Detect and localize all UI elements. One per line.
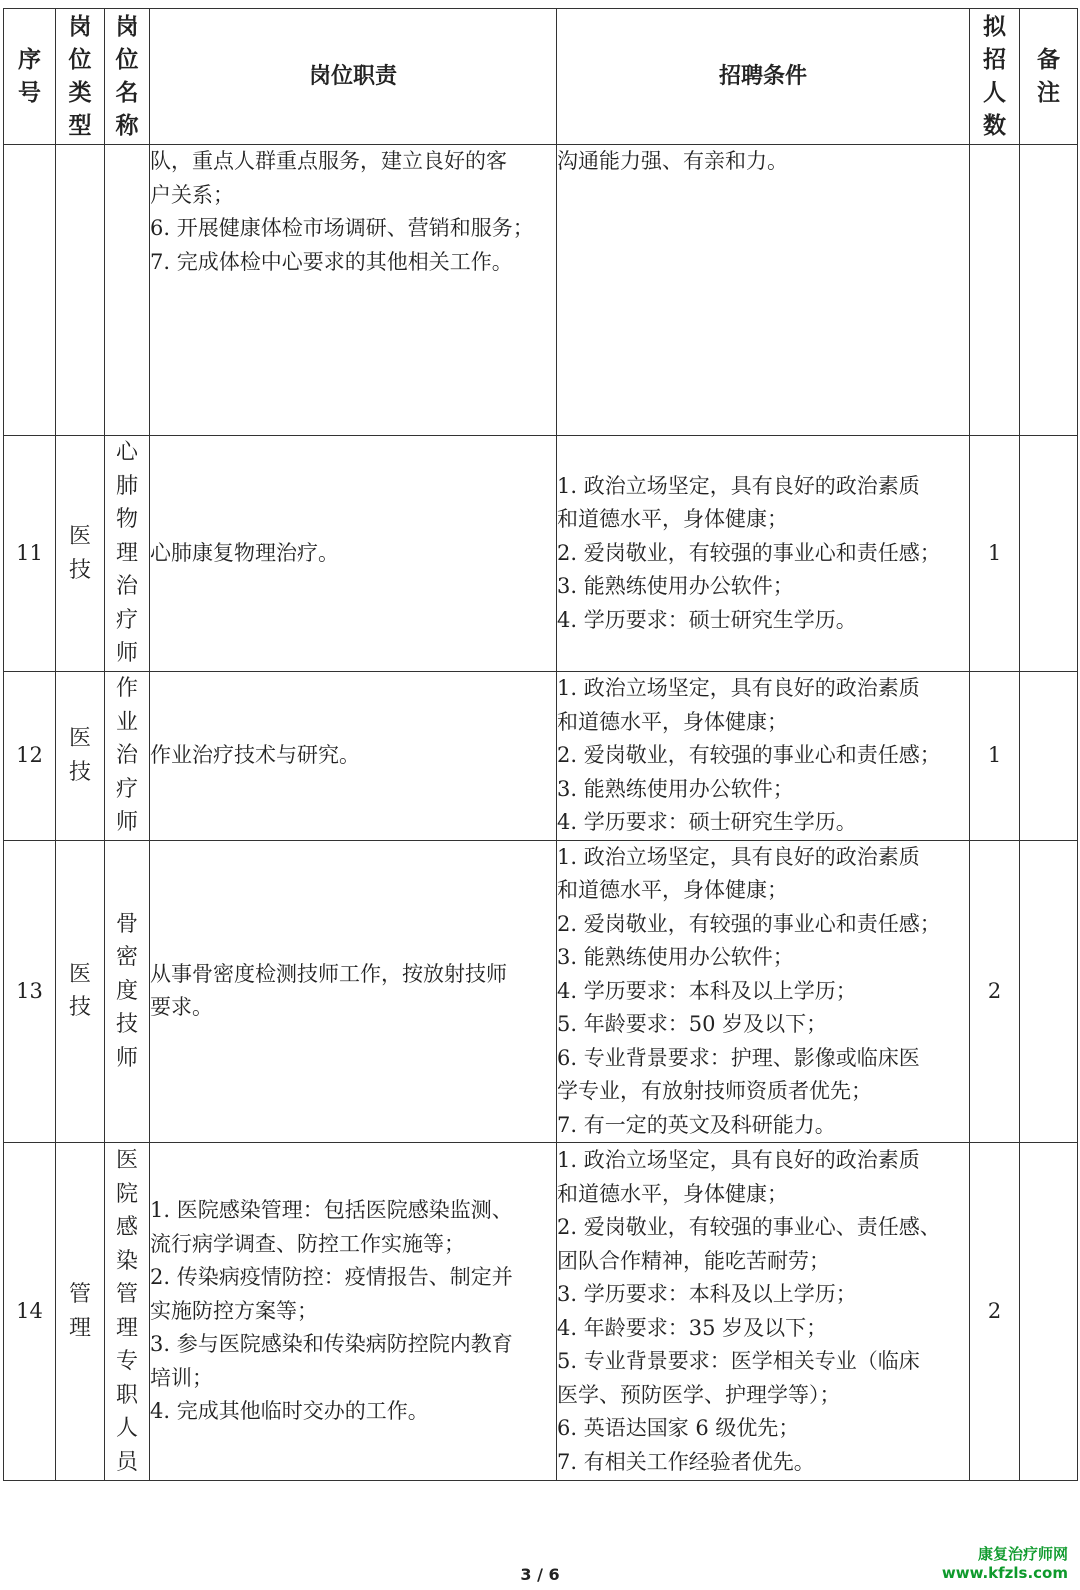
watermark-name: 康复治疗师网 [977,1545,1068,1563]
row-no: 11 [4,436,56,672]
watermark [942,1545,1068,1583]
watermark-url: www.kfzls.com [941,1564,1068,1582]
page-number: 3 / 6 [520,1565,560,1584]
cont-requirements-cell: 沟通能力强、有亲和力。 [557,145,970,436]
row-duties: 从事骨密度检测技师工作，按放射技师 要求。 [150,840,557,1143]
row-count: 2 [970,1143,1020,1481]
header-requirements: 招聘条件 [557,9,970,145]
row-note [1020,436,1078,672]
row-duties: 作业治疗技术与研究。 [150,672,557,841]
cont-no-cell [4,145,56,436]
row-note [1020,672,1078,841]
row-type: 医 技 [56,672,105,841]
cont-type-cell [56,145,105,436]
row-type: 医 技 [56,840,105,1143]
table-row [4,1143,1078,1481]
header-count: 拟 招 人 数 [970,9,1020,145]
header-row [4,9,1078,145]
row-requirements: 1. 政治立场坚定，具有良好的政治素质 和道德水平，身体健康； 2. 爱岗敬业，有较强的事业心和责任感； 3. 能熟练使用办公软件； 4. 学历要求：硕士研究生学历。 [557,672,970,841]
row-no: 12 [4,672,56,841]
header-note: 备 注 [1020,9,1078,145]
row-no: 13 [4,840,56,1143]
table-row [4,436,1078,672]
row-no: 14 [4,1143,56,1481]
cont-note-cell [1020,145,1078,436]
continuation-row [4,145,1078,436]
row-name: 作 业 治 疗 师 [105,672,150,841]
recruitment-table [3,8,1078,1481]
row-requirements: 1. 政治立场坚定，具有良好的政治素质 和道德水平，身体健康； 2. 爱岗敬业，有较强的事业心和责任感； 3. 能熟练使用办公软件； 4. 学历要求：本科及以上学历； 5. 年龄要求：50 岁及以下； 6. 专业背景要求：护理、影像或临床医 学专业，有放射技师资质者优先； 7. 有一定的英文及科研能力。 [557,840,970,1143]
row-count: 1 [970,436,1020,672]
row-count: 1 [970,672,1020,841]
cont-name-cell [105,145,150,436]
row-requirements: 1. 政治立场坚定，具有良好的政治素质 和道德水平，身体健康； 2. 爱岗敬业，有较强的事业心、责任感、 团队合作精神，能吃苦耐劳； 3. 学历要求：本科及以上学历； 4. 年龄要求：35 岁及以下； 5. 专业背景要求：医学相关专业（临床 医学、预防医学、护理学等）； 6. 英语达国家 6 级优先； 7. 有相关工作经验者优先。 [557,1143,970,1481]
row-count: 2 [970,840,1020,1143]
row-requirements: 1. 政治立场坚定，具有良好的政治素质 和道德水平，身体健康； 2. 爱岗敬业，有较强的事业心和责任感； 3. 能熟练使用办公软件； 4. 学历要求：硕士研究生学历。 [557,436,970,672]
header-no: 序 号 [4,9,56,145]
row-name: 骨 密 度 技 师 [105,840,150,1143]
row-type: 管 理 [56,1143,105,1481]
header-duties: 岗位职责 [150,9,557,145]
cont-count-cell [970,145,1020,436]
header-name: 岗 位 名 称 [105,9,150,145]
cont-duties-cell: 队，重点人群重点服务，建立良好的客 户关系； 6. 开展健康体检市场调研、营销和服务； 7. 完成体检中心要求的其他相关工作。 [150,145,557,436]
row-name: 心 肺 物 理 治 疗 师 [105,436,150,672]
row-note [1020,1143,1078,1481]
table-row [4,672,1078,841]
row-duties: 心肺康复物理治疗。 [150,436,557,672]
row-duties: 1. 医院感染管理：包括医院感染监测、 流行病学调查、防控工作实施等； 2. 传染病疫情防控：疫情报告、制定并 实施防控方案等； 3. 参与医院感染和传染病防控院内教育 培训； 4. 完成其他临时交办的工作。 [150,1143,557,1481]
row-type: 医 技 [56,436,105,672]
header-type: 岗 位 类 型 [56,9,105,145]
table-row [4,840,1078,1143]
row-name: 医 院 感 染 管 理 专 职 人 员 [105,1143,150,1481]
row-note [1020,840,1078,1143]
